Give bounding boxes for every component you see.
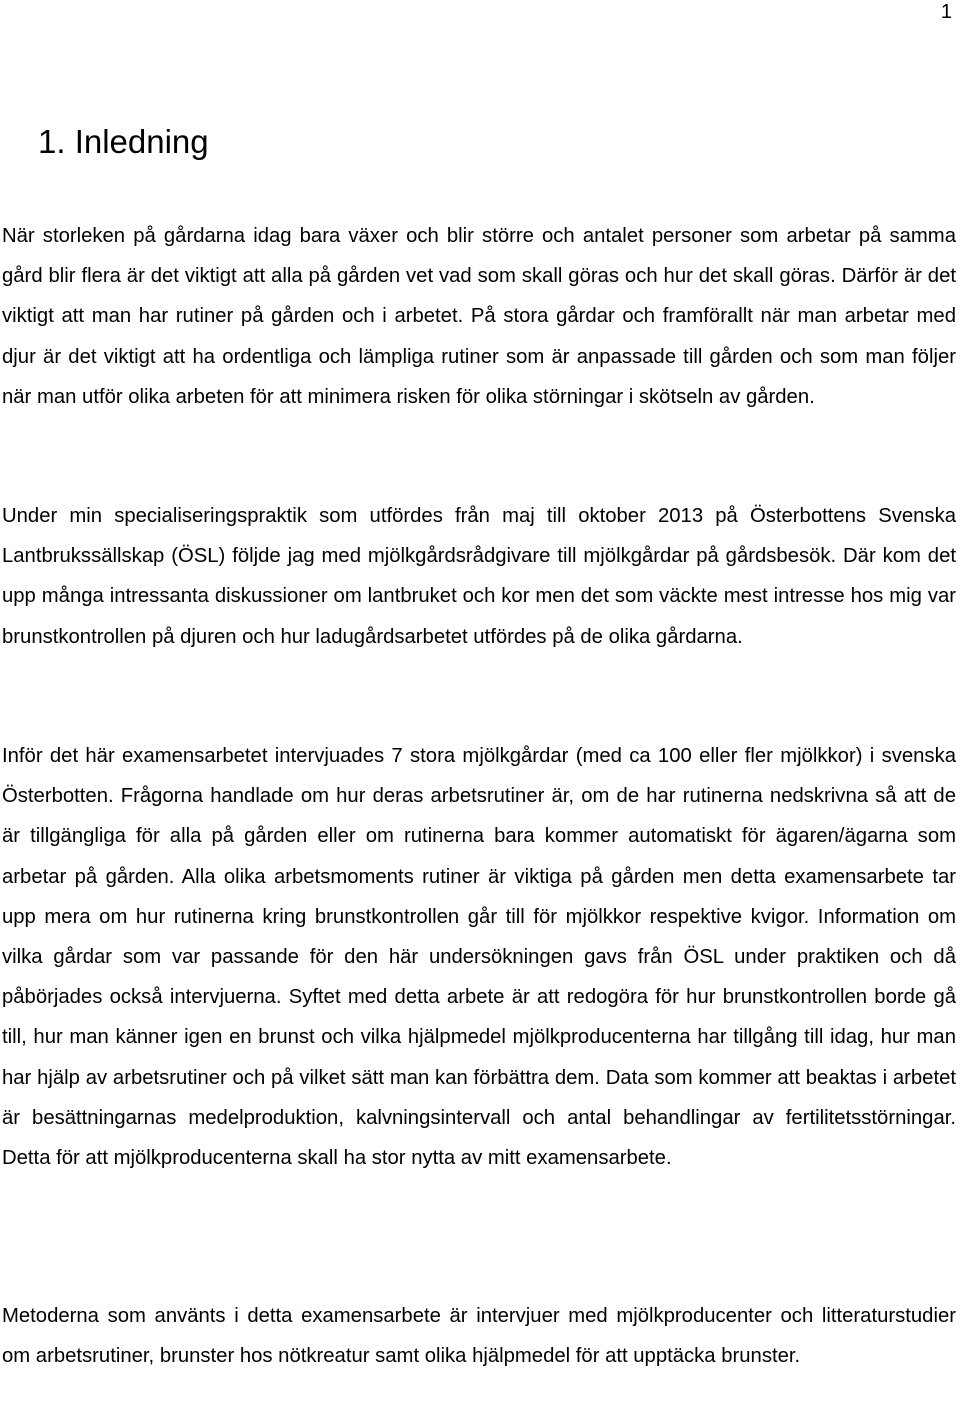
paragraph-purpose: Inför det här examensarbetet intervjuades 7 stora mjölkgårdar (med ca 100 eller fler mjölkkor) i svenska Österbotten. Frågorna handlade om hur deras arbetsrutiner är, om de har rutinerna nedskrivna så att de är tillgängliga för alla på gården eller om rutinerna bara kommer automatiskt för ägaren/ägarna som arbetar på gården. Alla olika arbetsmoments rutiner är viktiga på gården men detta examensarbete tar upp mera om hur rutinerna kring brunstkontrollen går till för mjölkkor respektive kvigor. Information om vilka gårdar som var passande för den här undersökningen gavs från ÖSL under praktiken och då påbörjades också intervjuerna. Syftet med detta arbete är att redogöra för hur brunstkontrollen borde gå till, hur man känner igen en brunst och vilka hjälpmedel mjölkproducenterna har tillgång till idag, hur man har hjälp av arbetsrutiner och på vilket sätt man kan förbättra dem. Data som kommer att beaktas i arbetet är besättningarnas medelproduktion, kalvningsintervall och antal behandlingar av fertilitetsstörningar. Detta för att mjölkproducenterna skall ha stor nytta av mitt examensarbete.	[2, 745, 956, 1170]
paragraph-introduction: När storleken på gårdarna idag bara växer och blir större och antalet personer som arbetar på samma gård blir flera är det viktigt att alla på gården vet vad som skall göras och hur det skall göras. Därför är det viktigt att man har rutiner på gården och i arbetet. På stora gårdar och framförallt när man arbetar med djur är det viktigt att ha ordentliga och lämpliga rutiner som är anpassade till gården och som man följer när man utför olika arbeten för att minimera risken för olika störningar i skötseln av gården.	[2, 225, 956, 408]
paragraph-internship: Under min specialiseringspraktik som utfördes från maj till oktober 2013 på Österbottens Svenska Lantbrukssällskap (ÖSL) följde jag med mjölkgårdsrådgivare till mjölkgårdar på gårdsbesök. Där kom det upp många intressanta diskussioner om lantbruket och kor men det som väckte mest intresse hos mig var brunstkontrollen på djuren och hur ladugårdsarbetet utfördes på de olika gårdarna.	[2, 505, 956, 648]
page-number: 1	[940, 1, 952, 23]
section-heading: 1. Inledning	[38, 123, 209, 160]
paragraph-methods: Metoderna som använts i detta examensarbete är intervjuer med mjölkproducenter och litteraturstudier om arbetsrutiner, brunster hos nötkreatur samt olika hjälpmedel för att upptäcka brunster.	[2, 1305, 956, 1368]
